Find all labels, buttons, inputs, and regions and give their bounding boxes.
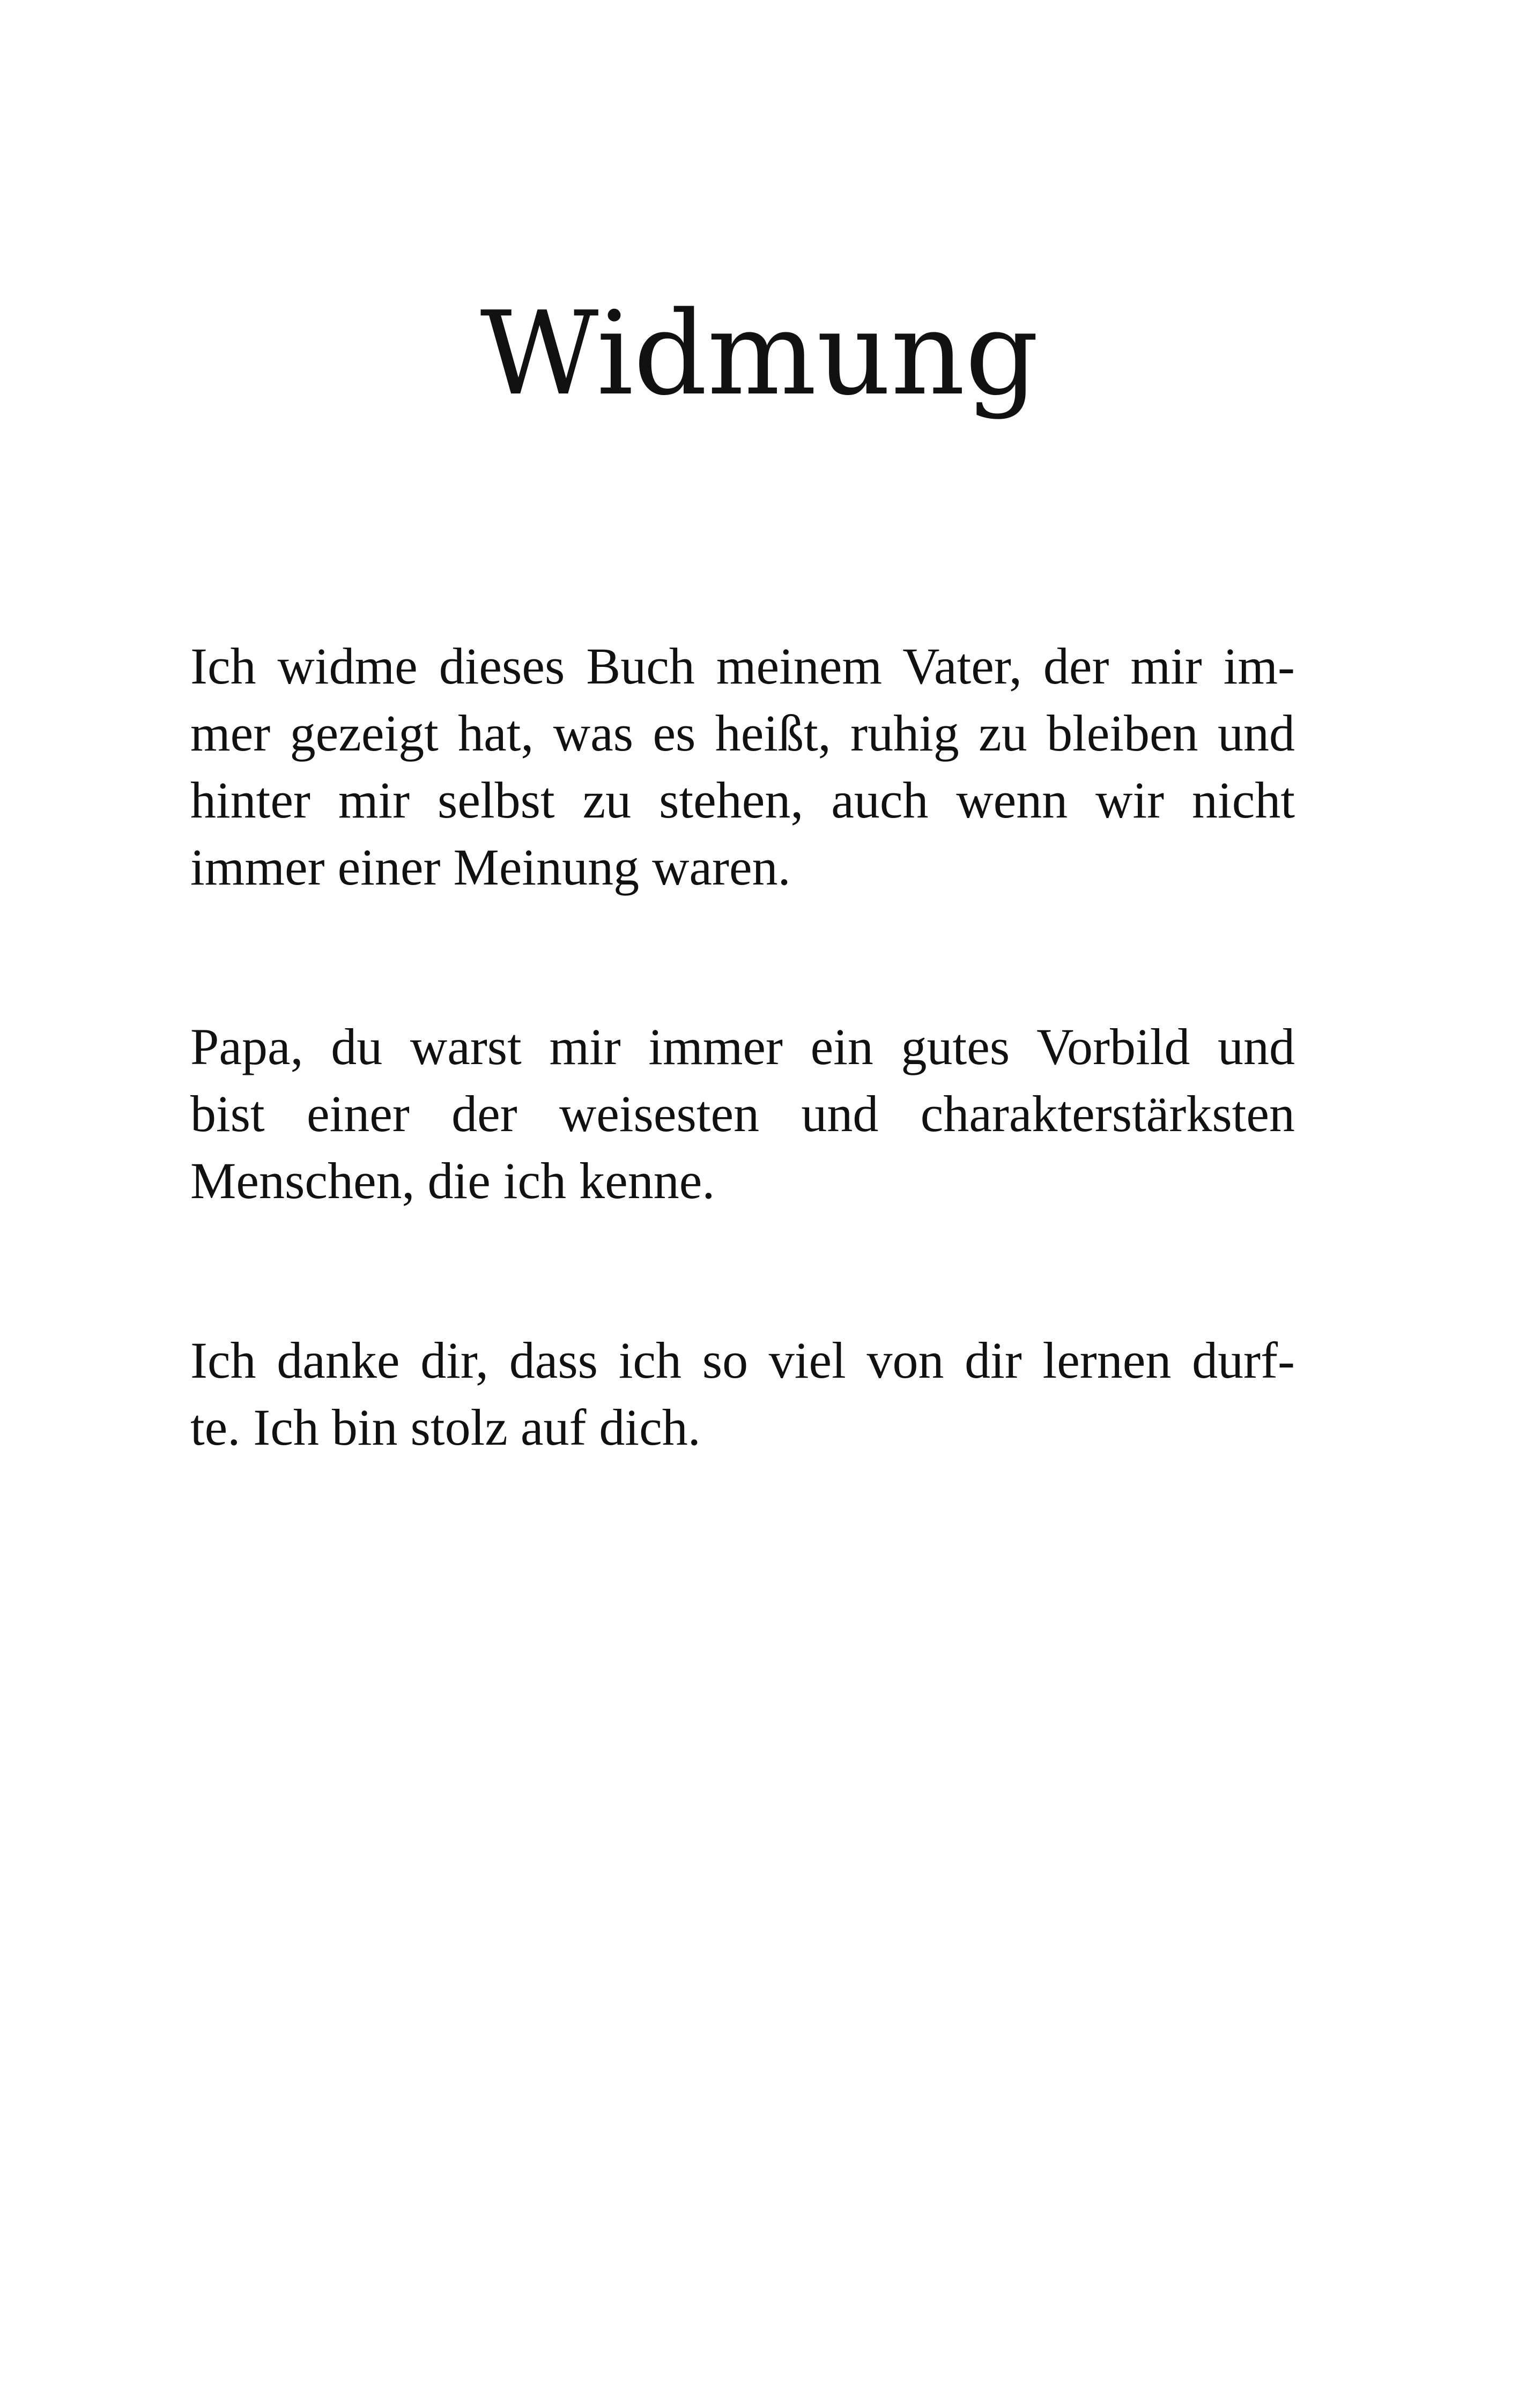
text-line: mer gezeigt hat, was es heißt, ruhig zu bleiben und [190, 704, 1295, 762]
text-line: bist einer der weisesten und charakterstärksten [190, 1085, 1295, 1142]
text-line: Papa, du warst mir immer ein gutes Vorbild und [190, 1018, 1295, 1075]
text-line: hinter mir selbst zu stehen, auch wenn wir nicht [190, 771, 1295, 829]
text-line: Menschen, die ich kenne. [190, 1152, 715, 1209]
page-title: Widmung [480, 286, 1039, 421]
text-line: immer einer Meinung waren. [190, 838, 791, 896]
text-line: te. Ich bin stolz auf dich. [190, 1399, 701, 1456]
dedication-paragraph-2 [190, 1013, 1295, 1214]
dedication-paragraph-3 [190, 1327, 1295, 1461]
text-line: Ich danke dir, dass ich so viel von dir lernen durf- [190, 1332, 1295, 1389]
dedication-paragraph-1 [190, 633, 1295, 901]
text-line: Ich widme dieses Buch meinem Vater, der mir im- [190, 637, 1295, 695]
